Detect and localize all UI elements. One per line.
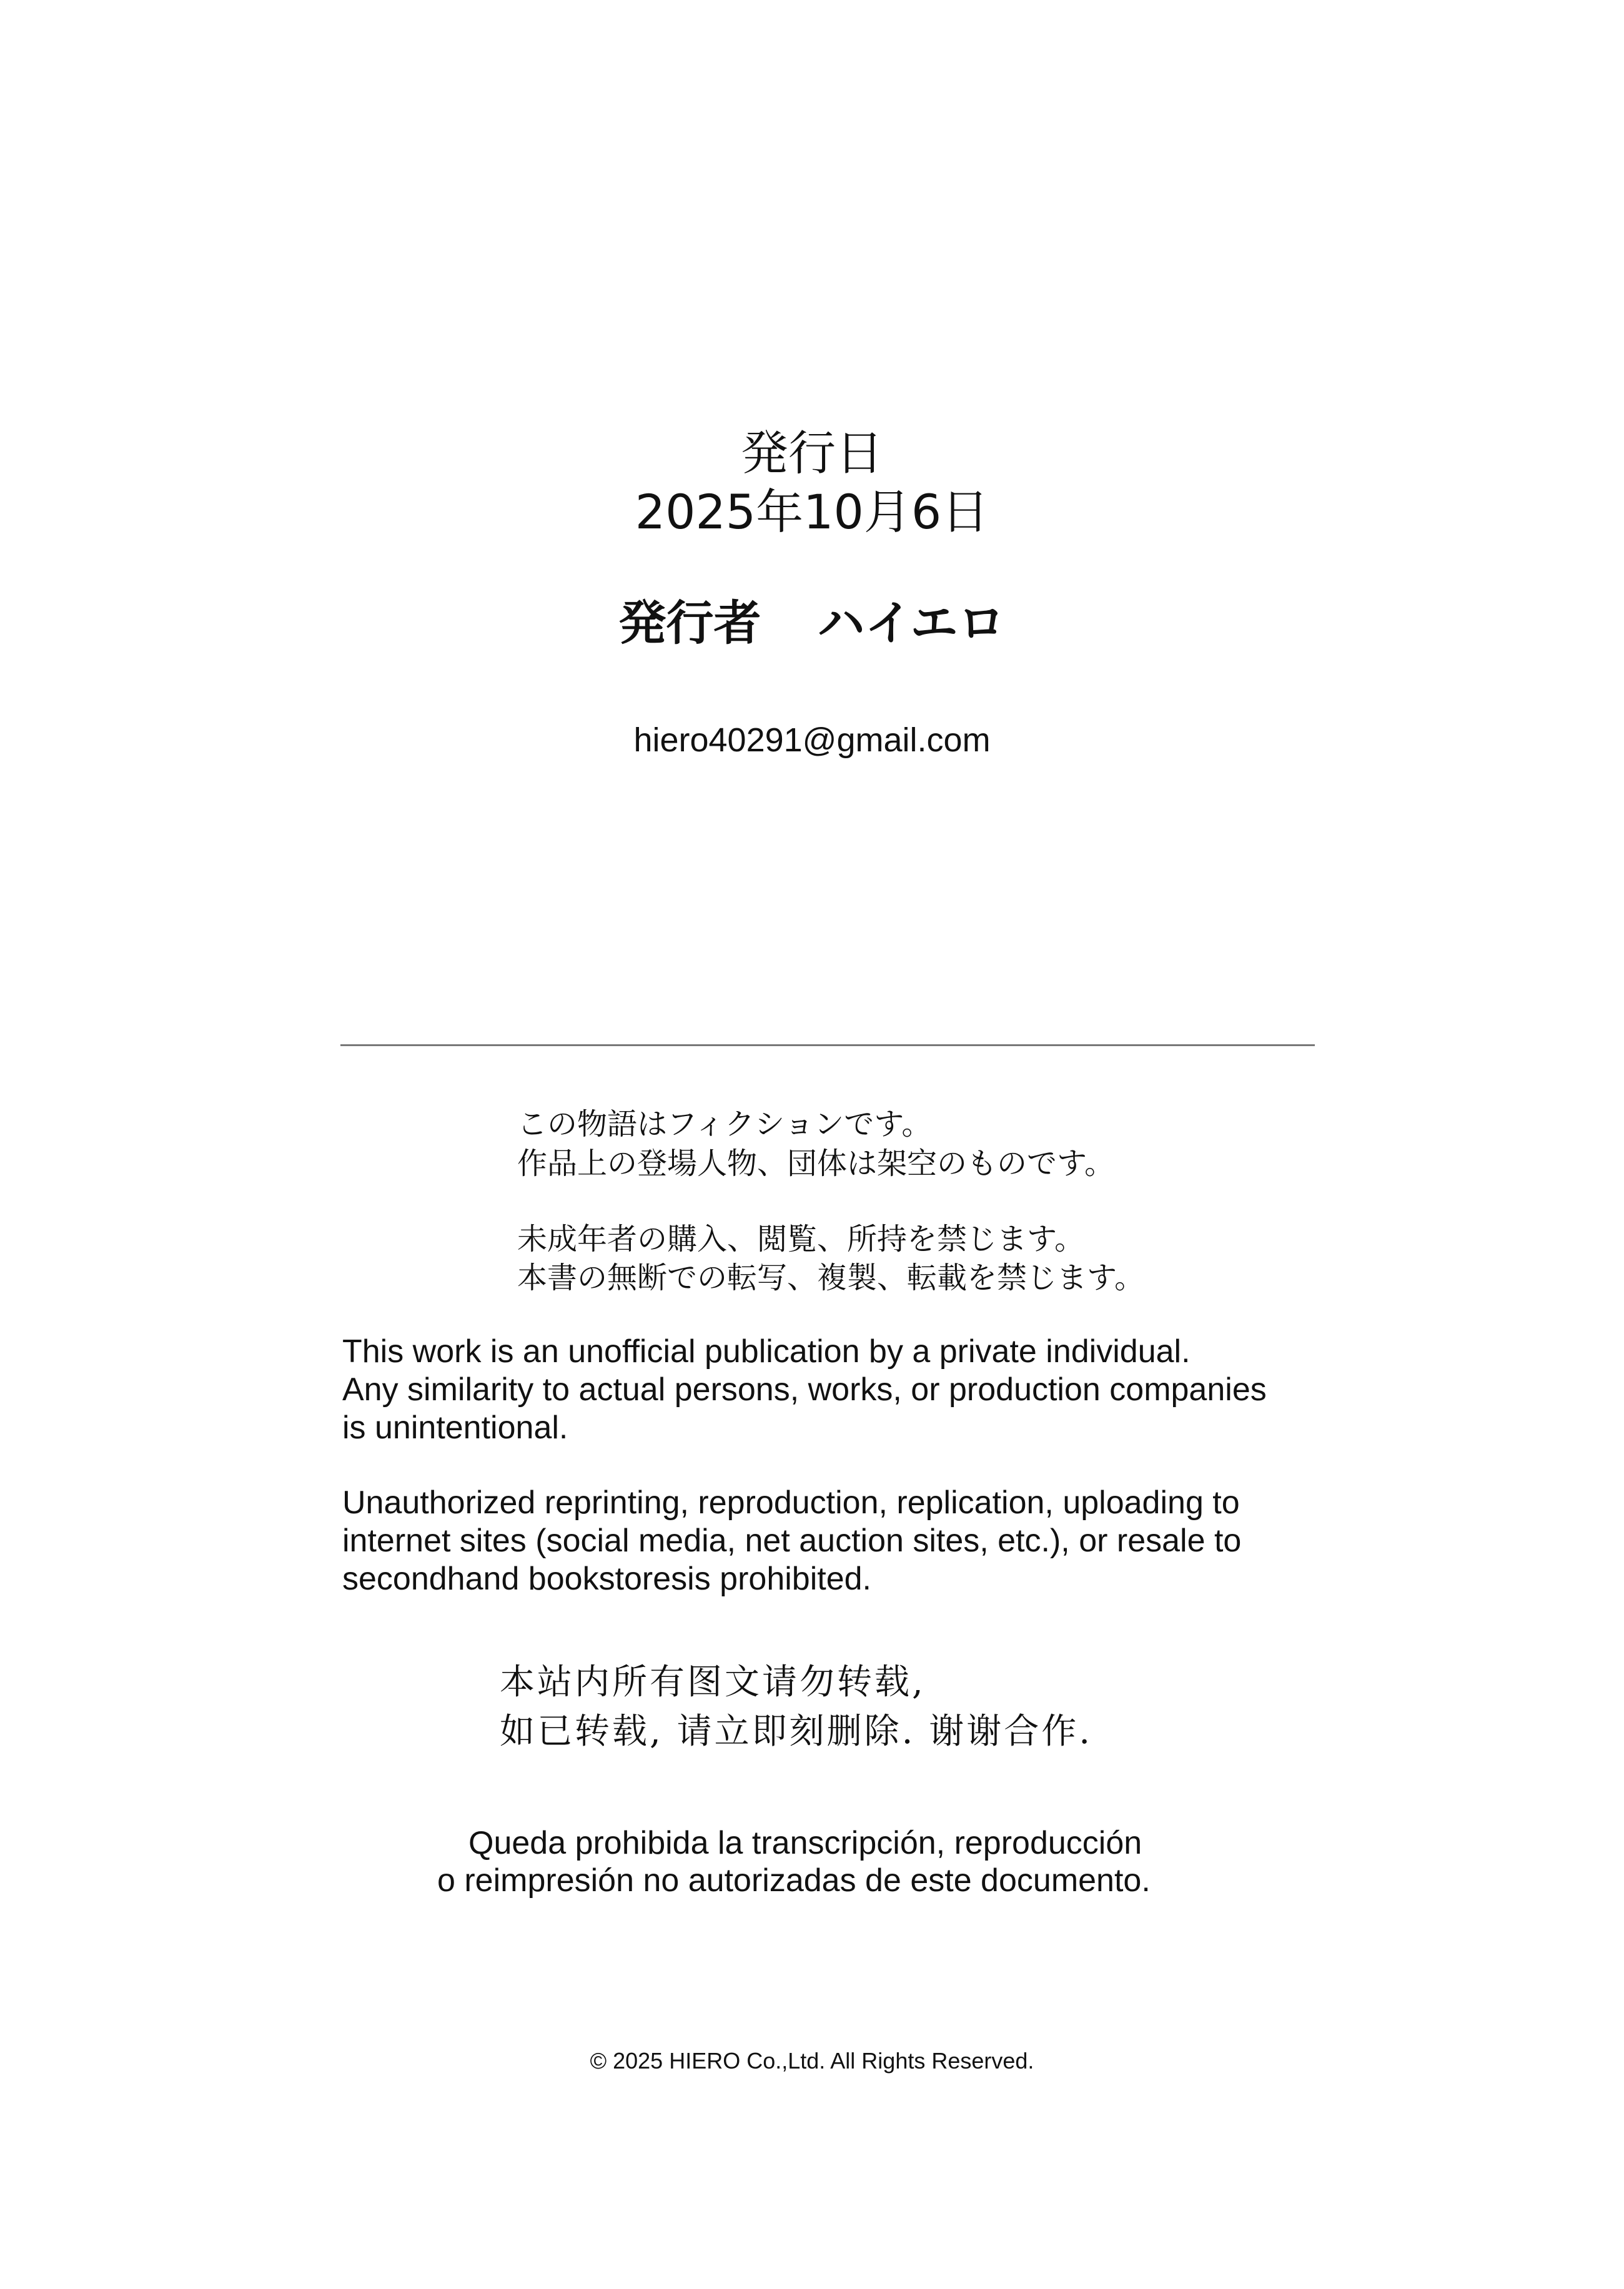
copyright-notice: © 2025 HIERO Co.,Ltd. All Rights Reserved. — [590, 2048, 1034, 2074]
notice-cn-line: 如已转载, 请立即刻删除. 谢谢合作. — [500, 1711, 1093, 1752]
publisher-label: 発行者 — [618, 595, 761, 651]
publication-date-label: 発行日 — [741, 425, 883, 481]
notice-en-line: Unauthorized reprinting, reproduction, replication, uploading to — [342, 1485, 1240, 1521]
contact-email: hiero40291@gmail.com — [633, 721, 991, 759]
notice-jp-line: 作品上の登場人物、団体は架空のものです。 — [517, 1146, 1115, 1181]
notice-en-line: Any similarity to actual persons, works, or production companies — [342, 1372, 1267, 1408]
publisher-line — [0, 595, 1624, 651]
divider-line — [340, 1044, 1315, 1046]
notice-en-line: This work is an unofficial publication by a private individual. — [342, 1333, 1191, 1370]
notice-es-line: Queda prohibida la transcripción, reproducción — [468, 1825, 1142, 1861]
notice-en-line: secondhand bookstoresis prohibited. — [342, 1561, 872, 1597]
notice-cn-line: 本站内所有图文请勿转载, — [500, 1662, 926, 1703]
notice-en-line: is unintentional. — [342, 1410, 568, 1446]
notice-en-line: internet sites (social media, net auction sites, etc.), or resale to — [342, 1523, 1242, 1559]
publisher-name: ハイエロ — [817, 595, 1006, 651]
notice-jp-line: この物語はフィクションです。 — [517, 1107, 932, 1142]
notice-jp-line: 本書の無断での転写、複製、転載を禁じます。 — [517, 1260, 1145, 1295]
notice-jp-line: 未成年者の購入、閲覧、所持を禁じます。 — [517, 1222, 1085, 1257]
notice-es-line: o reimpresión no autorizadas de este documento. — [437, 1862, 1151, 1899]
publication-date: 2025年10月6日 — [635, 484, 989, 540]
